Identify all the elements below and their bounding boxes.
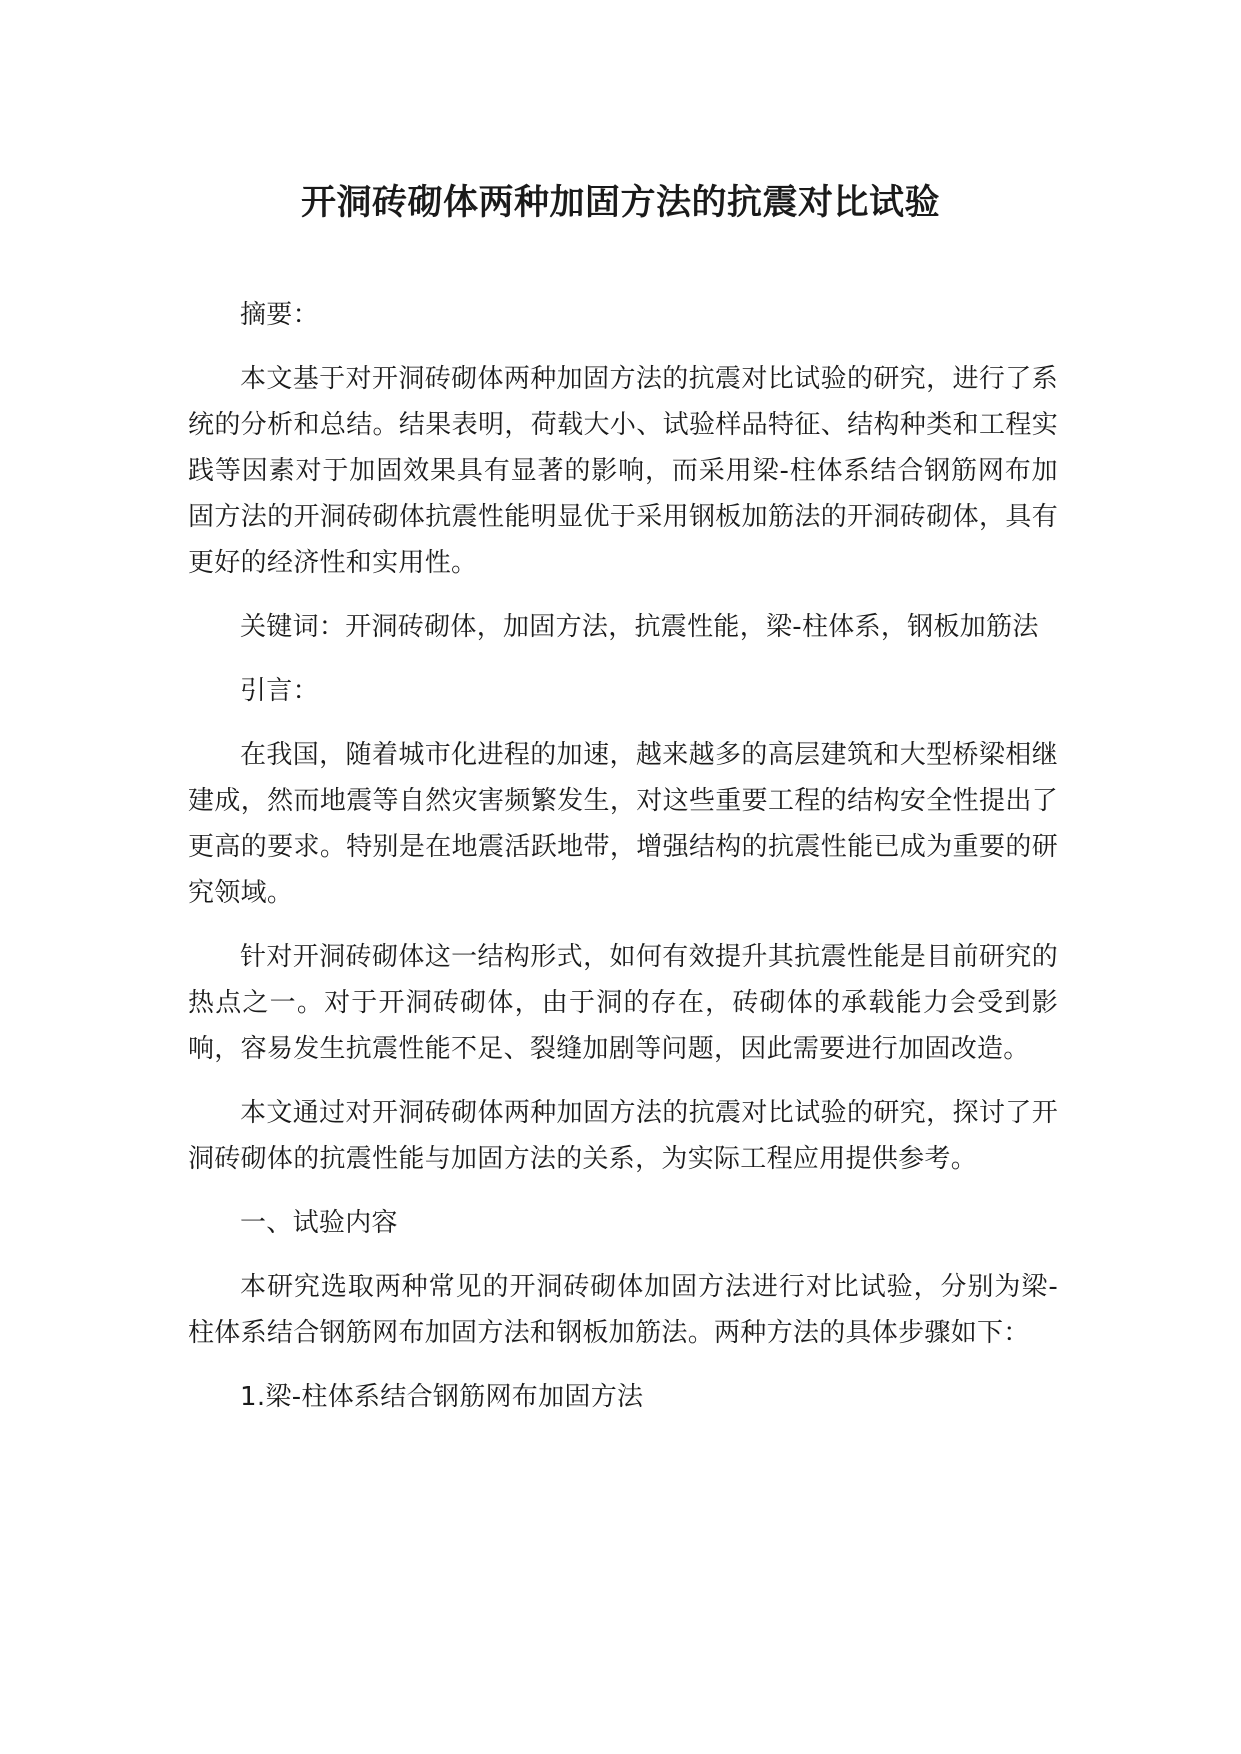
intro-paragraph-2: 针对开洞砖砌体这一结构形式，如何有效提升其抗震性能是目前研究的热点之一。对于开洞砖砌体，由于洞的存在，砖砌体的承载能力会受到影响，容易发生抗震性能不足、裂缝加剧等问题，因此需要进行加固改造。: [188, 942, 1058, 1064]
section-heading-1: 一、试验内容: [240, 1208, 398, 1238]
keywords-paragraph: 关键词：开洞砖砌体，加固方法，抗震性能，梁-柱体系，钢板加筋法: [240, 612, 1039, 642]
intro-paragraph-3: 本文通过对开洞砖砌体两种加固方法的抗震对比试验的研究，探讨了开洞砖砌体的抗震性能与加固方法的关系，为实际工程应用提供参考。: [188, 1098, 1058, 1174]
abstract-heading: 摘要：: [240, 300, 319, 330]
subsection-heading-1: 1.梁-柱体系结合钢筋网布加固方法: [240, 1382, 644, 1412]
document-title: 开洞砖砌体两种加固方法的抗震对比试验: [300, 183, 940, 223]
introduction-heading: 引言：: [240, 676, 319, 706]
abstract-paragraph: 本文基于对开洞砖砌体两种加固方法的抗震对比试验的研究，进行了系统的分析和总结。结果表明，荷载大小、试验样品特征、结构种类和工程实践等因素对于加固效果具有显著的影响，而采用梁-柱体系结合钢筋网布加固方法的开洞砖砌体抗震性能明显优于采用钢板加筋法的开洞砖砌体，具有更好的经济性和实用性。: [188, 364, 1058, 578]
intro-paragraph-1: 在我国，随着城市化进程的加速，越来越多的高层建筑和大型桥梁相继建成，然而地震等自然灾害频繁发生，对这些重要工程的结构安全性提出了更高的要求。特别是在地震活跃地带，增强结构的抗震性能已成为重要的研究领域。: [188, 740, 1058, 908]
section-paragraph-1: 本研究选取两种常见的开洞砖砌体加固方法进行对比试验，分别为梁-柱体系结合钢筋网布加固方法和钢板加筋法。两种方法的具体步骤如下：: [188, 1272, 1058, 1348]
document-body: [188, 292, 1058, 1438]
